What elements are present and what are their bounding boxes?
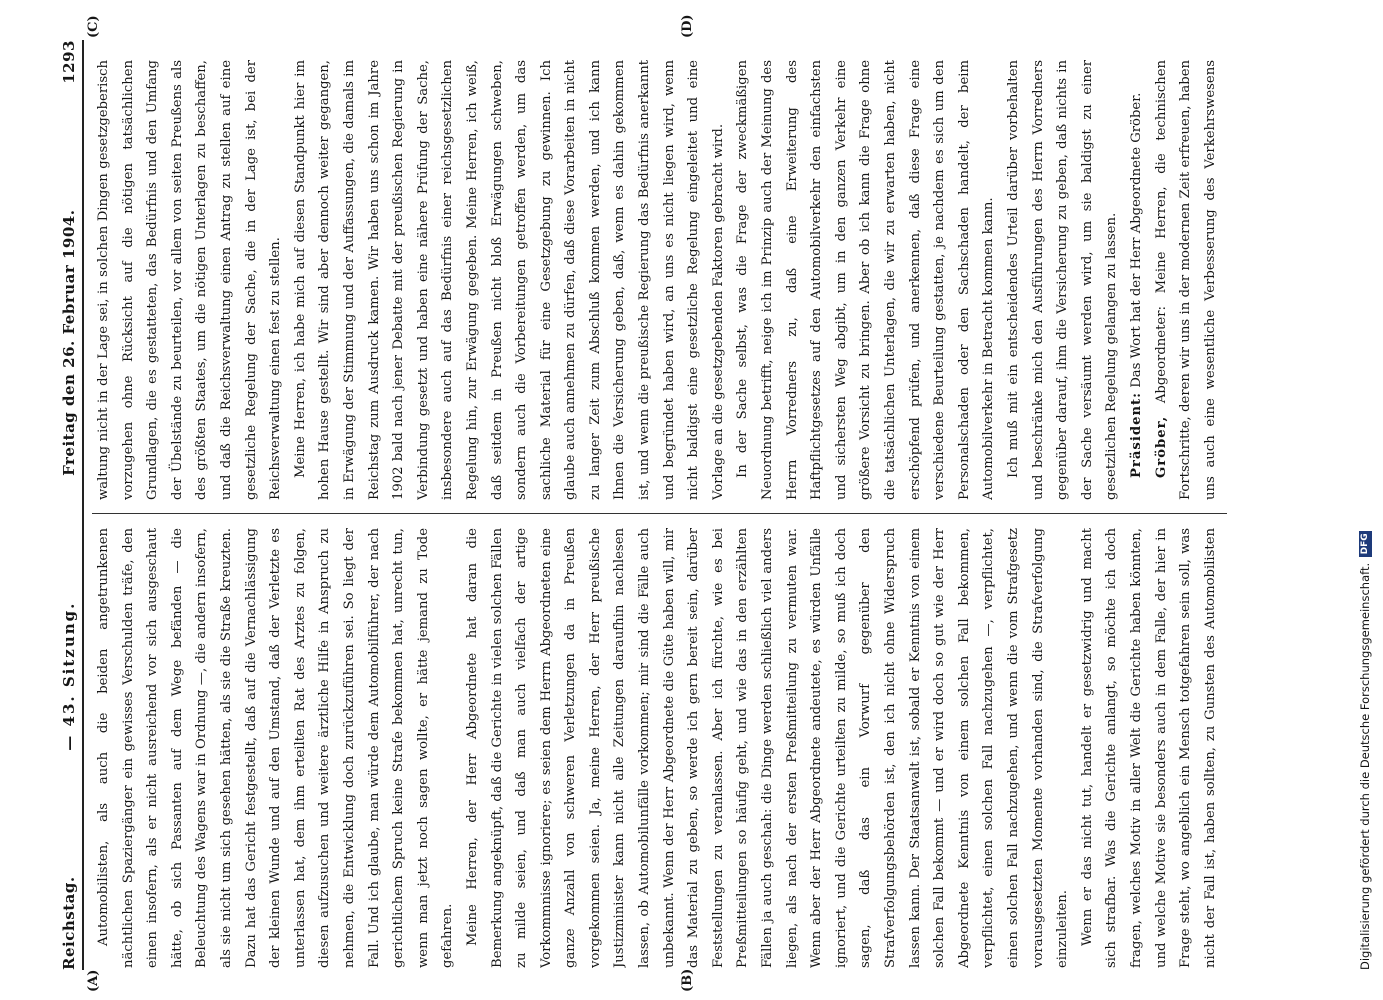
right-paragraph xyxy=(1150,60,1227,500)
margin-mark-d: (D) xyxy=(680,14,695,38)
paragraph-text: Meine Herren, ich habe mich auf diesen Standpunkt hier im hohen Hause gestellt. Wir sind aber dennoch weiter gegangen, in Erwägung der Stimmung und der Auffassungen, die damals im Reichstag zum Ausdruck kamen. Wir haben uns schon im Jahre 1902 bald nach jener Debatte mit der preußischen Regierung in Verbindung gesetzt und haben eine nähere Prüfung der Sache, insbesondere auch auf das Bedürfnis einer reichsgesetzlichen Regelung hin, zur Erwägung gegeben. Meine Herren, ich weiß, daß seitdem in Preußen nicht bloß Erwägungen schweben, sondern auch die Vorbereitungen getroffen werden, um das sachliche Material für eine Gesetzgebung zu gewinnen. Ich glaube auch annehmen zu dürfen, daß diese Vorarbeiten in nicht zu langer Zeit zum Abschluß kommen werden, und ich kann Ihnen die Versicherung geben, daß, wenn es dahin gekommen ist, und wenn die preußische Regierung das Bedürfnis anerkannt und begründet haben wird, an uns es nicht liegen wird, wenn nicht baldigst eine gesetzliche Regelung eingeleitet und eine Vorlage an die gesetzgebenden Faktoren gebracht wird. xyxy=(292,60,726,500)
margin-mark-a: (A) xyxy=(86,969,101,992)
paragraph-text: waltung nicht in der Lage sei, in solchen Dingen gesetzgeberisch vorzugehen ohne Rücksicht auf die nötigen tatsächlichen Grundlagen, die es gestatteten, das Bedürfnis und den Umfang der Übelstände zu beurteilen, vor allem von seiten Preußens als des größten Staates, um die nötigen Unterlagen zu beschaffen, und daß die Reichsverwaltung einen Antrag zu stellen auf eine gesetzliche Regelung der Sache, die in der Lage ist, bei der Reichsverwaltung einen fest zu stellen. xyxy=(96,60,284,500)
header-rule xyxy=(82,40,84,970)
margin-mark-c: (C) xyxy=(86,15,101,38)
right-paragraph xyxy=(92,60,289,500)
speaker-name: Gröber, xyxy=(1153,415,1169,478)
right-paragraph xyxy=(1002,60,1125,500)
paragraph-text: Abgeordneter: Meine Herren, die technischen Fortschritte, deren wir uns in der modernen Zeit erfreuen, haben uns auch eine wesentliche Verbesserung des Verkehrswesens xyxy=(1153,60,1218,500)
page-header xyxy=(58,40,80,970)
left-column xyxy=(92,528,1227,968)
paragraph-text: In der Sache selbst, was die Frage der zweckmäßigen Neuordnung betrifft, neige ich im Prinzip auch der Meinung des Herrn Vorredners zu, daß eine Erweiterung des Haftpflichtgesetzes auf den Automobilverkehr den einfachsten und sichersten Weg abgibt, um in den ganzen Verkehr eine größere Vorsicht zu bringen. Aber ob ich kann die Frage ohne die tatsächlichen Unterlagen, die wir zu erwarten haben, nicht erschöpfend prüfen, und anerkennen, daß diese Frage eine verschiedene Beurteilung gestatten, je nachdem es sich um den Personalschaden oder den Sachschaden handelt, der beim Automobilverkehr in Betracht kommen kann. xyxy=(735,60,997,500)
page-number: 1293 xyxy=(60,40,78,84)
right-paragraph xyxy=(289,60,732,500)
margin-mark-b: (B) xyxy=(680,968,695,992)
dfg-logo: DFG xyxy=(1359,531,1372,557)
speaker-name: Präsident: xyxy=(1128,391,1144,478)
left-paragraph xyxy=(461,528,1076,968)
paragraph-text: Wenn er das nicht tut, handelt er gesetzwidrig und macht sich strafbar. Was die Gerichte anlangt, so möchte ich doch fragen, welches Motiv in aller Welt die Gerichte haben könnten, und welche Motive sie besonders auch in dem Falle, der hier in Frage steht, wo angeblich ein Mensch totgefahren sein soll, was nicht der Fall ist, haben sollten, zu Gunsten des Automobilisten xyxy=(1079,528,1218,968)
credit-text: Digitalisierung gefördert durch die Deutsche Forschungsgemeinschaft. xyxy=(1358,562,1372,970)
digitization-credit xyxy=(1358,40,1372,970)
paragraph-text: Automobilisten, als auch die beiden angetrunkenen nächtlichen Spaziergänger ein gewisses Verschulden träfe, den einen insofern, als er nicht ausreichend vor sich ausgeschaut hätte, ob sich Passanten auf dem Wege befänden — die Beleuchtung des Wagens war in Ordnung —, die andern insofern, als sie nicht um sich gesehen hätten, als sie die Straße kreuzten. Dazu hat das Gericht festgestellt, daß auf die Vernachlässigung der kleinen Wunde und auf den Umstand, daß der Verletzte es unterlassen hat, dem ihm erteilten Rat des Arztes zu folgen, diesen aufzusuchen und weitere ärztliche Hilfe in Anspruch zu nehmen, die Entwicklung doch zurückzuführen sei. So liegt der Fall. Und ich glaube, man würde dem Automobilführer, der nach gerichtlichem Spruch keine Strafe bekommen hat, unrecht tun, wenn man jetzt noch sagen wollte, er hätte jemand zu Tode gefahren. xyxy=(96,528,456,968)
right-column xyxy=(92,60,1227,500)
left-paragraph xyxy=(92,528,461,968)
left-paragraph xyxy=(1076,528,1227,968)
paragraph-text: Ich muß mit ein entscheidendes Urteil darüber vorbehalten und beschränke mich den Ausführungen des Herrn Vorredners gegenüber darauf, ihm die Versicherung zu geben, daß nichts in der Sache versäumt werden wird, um sie baldigst zu einer gesetzlichen Regelung gelangen zu lassen. xyxy=(1005,60,1120,500)
paragraph-text: Meine Herren, der Herr Abgeordnete hat daran die Bemerkung angeknüpft, daß die Gerichte in vielen solchen Fällen zu milde seien, und daß man auch vielfach der artige Vorkommnisse ignoriere; es seien dem Herrn Abgeordneten eine ganze Anzahl von schweren Verletzungen da in Preußen vorgekommen seien. Ja, meine Herren, der Herr preußische Justizminister kann nicht alle Zeitungen daraufhin nachlesen lassen, ob Automobilunfälle vorkommen; mir sind die Fälle auch unbekannt. Wenn der Herr Abgeordnete die Güte haben will, mir das Material zu geben, so werde ich gern bereit sein, darüber Feststellungen zu veranlassen. Aber ich fürchte, wie es bei Preßmitteilungen so häufig geht, und wie das in den erzählten Fällen ja auch geschah: die Dinge werden schließlich viel anders liegen, als nach der ersten Preßmitteilung zu vermuten war. Wenn aber der Herr Abgeordnete andeutete, es würden Unfälle ignoriert, und die Gerichte urteilten zu milde, so muß ich doch sagen, daß das ein Vorwurf gegenüber den Strafverfolgungsbehörden ist, den ich nicht ohne Widerspruch lassen kann. Der Staatsanwalt ist, sobald er Kenntnis von einem solchen Fall bekommt — und er wird doch so gut wie der Herr Abgeordnete Kenntnis von einem solchen Fall bekommen, verpflichtet, einen solchen Fall nachzugehen —, verpflichtet, einen solchen Fall nachzugehen, und wenn die vom Strafgesetz vorausgesetzten Momente vorhanden sind, die Strafverfolgung einzuleiten. xyxy=(464,528,1071,968)
right-paragraph xyxy=(731,60,1002,500)
header-date: Freitag den 26. Februar 1904. xyxy=(60,209,78,476)
header-session: — 43. Sitzung. xyxy=(60,601,78,751)
header-chamber: Reichstag. xyxy=(60,876,78,970)
column-divider xyxy=(92,513,1227,514)
right-paragraph xyxy=(1125,60,1150,500)
paragraph-text: Das Wort hat der Herr Abgeordnete Gröber. xyxy=(1128,92,1144,388)
